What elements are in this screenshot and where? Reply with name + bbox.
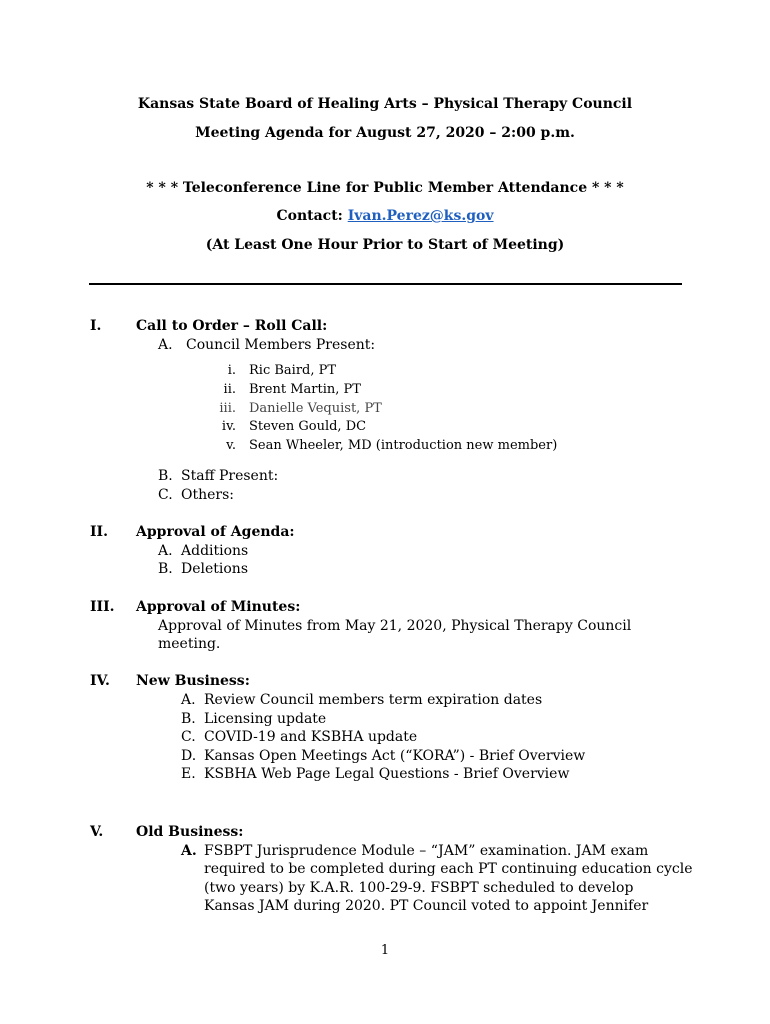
- member-name: Ric Baird, PT: [249, 363, 337, 378]
- item-letter: B.: [158, 468, 173, 484]
- member-numeral: v.: [226, 438, 236, 453]
- attendance-note: (At Least One Hour Prior to Start of Meeting): [205, 237, 565, 253]
- header-divider: [89, 283, 682, 285]
- item-text: Others:: [181, 487, 234, 503]
- section-numeral: II.: [90, 524, 108, 540]
- old-business-text-line: (two years) by K.A.R. 100-29-9. FSBPT scheduled to develop: [204, 880, 634, 896]
- section-numeral: V.: [90, 824, 104, 840]
- item-text: COVID-19 and KSBHA update: [204, 729, 418, 745]
- item-text: Additions: [181, 543, 249, 559]
- member-numeral: iii.: [219, 401, 236, 416]
- old-business-text-line: required to be completed during each PT continuing education cycle: [204, 861, 693, 877]
- item-text: Council Members Present:: [186, 337, 376, 353]
- section-numeral: I.: [90, 318, 102, 334]
- item-letter: B.: [158, 561, 173, 577]
- meeting-date: Meeting Agenda for August 27, 2020 – 2:00 p.m.: [195, 125, 575, 141]
- item-text: Kansas Open Meetings Act (“KORA”) - Brief Overview: [204, 748, 586, 764]
- page-number: 1: [380, 943, 390, 958]
- member-name: Danielle Vequist, PT: [249, 401, 382, 416]
- teleconference-line: * * * Teleconference Line for Public Member Attendance * * *: [146, 180, 624, 196]
- section-numeral: IV.: [90, 673, 110, 689]
- item-text: Staff Present:: [181, 468, 279, 484]
- item-letter: C.: [158, 487, 173, 503]
- section-title: New Business:: [136, 673, 250, 689]
- old-business-text-line: Kansas JAM during 2020. PT Council voted to appoint Jennifer: [204, 898, 649, 914]
- item-letter: A.: [181, 843, 197, 859]
- member-name: Brent Martin, PT: [249, 382, 361, 397]
- contact-email-link[interactable]: Ivan.Perez@ks.gov: [347, 208, 494, 224]
- item-letter: A.: [158, 337, 173, 353]
- section-title: Approval of Minutes:: [136, 599, 301, 615]
- item-text: KSBHA Web Page Legal Questions - Brief Overview: [204, 766, 570, 782]
- item-letter: C.: [181, 729, 196, 745]
- item-letter: A.: [158, 543, 173, 559]
- section-title: Old Business:: [136, 824, 244, 840]
- item-letter: E.: [181, 766, 196, 782]
- minutes-text-line: Approval of Minutes from May 21, 2020, Physical Therapy Council: [158, 618, 632, 634]
- member-numeral: iv.: [221, 419, 236, 434]
- old-business-text-line: FSBPT Jurisprudence Module – “JAM” examination. JAM exam: [204, 843, 649, 859]
- item-letter: B.: [181, 711, 196, 727]
- section-title: Call to Order – Roll Call:: [136, 318, 328, 334]
- item-text: Licensing update: [204, 711, 327, 727]
- contact-label: Contact:: [276, 208, 348, 224]
- minutes-text-line: meeting.: [158, 636, 221, 652]
- item-letter: A.: [181, 692, 196, 708]
- item-text: Deletions: [181, 561, 249, 577]
- member-name: Steven Gould, DC: [249, 419, 367, 434]
- member-numeral: ii.: [223, 382, 236, 397]
- section-title: Approval of Agenda:: [136, 524, 295, 540]
- member-name: Sean Wheeler, MD (introduction new member): [249, 438, 558, 453]
- document-title: Kansas State Board of Healing Arts – Physical Therapy Council: [137, 96, 633, 112]
- item-text: Review Council members term expiration dates: [204, 692, 543, 708]
- item-letter: D.: [181, 748, 197, 764]
- contact-line: [0, 207, 770, 225]
- member-numeral: i.: [227, 363, 236, 378]
- section-numeral: III.: [90, 599, 115, 615]
